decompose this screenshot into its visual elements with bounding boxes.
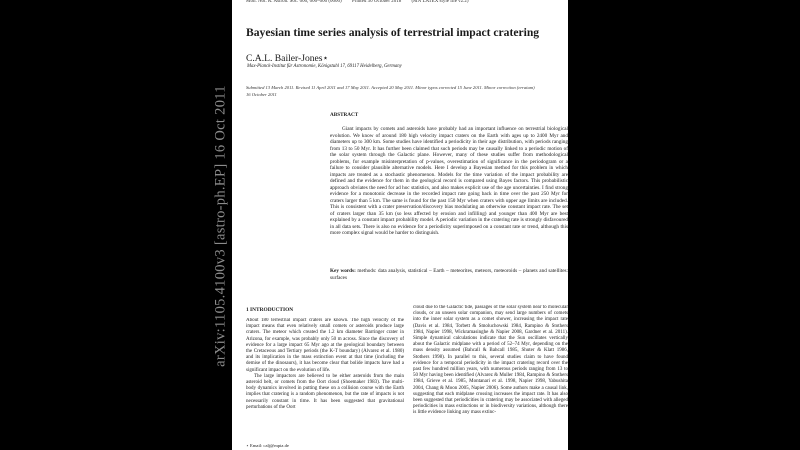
arxiv-stamp: arXiv:1105.4100v3 [astro-ph.EP] 16 Oct 2011 [212,85,229,367]
paper-page [232,0,568,450]
dates-line-2: 16 October 2011 [246,92,277,97]
body-column-right [413,305,568,450]
intro-paragraph-2: The large impactors are believed to be either asteroids from the main asteroid belt, or comets from the Oort cloud (Shoemaker 1983). The multi-body dynamics involved in putting these on a collision course with the Earth implies that cratering is a random phenomenon, but the rate of impacts is not necessarily constant in time. It has been suggested that gravitational perturbations of the Oort [246,373,404,410]
author-affiliation: Max-Planck-Institut für Astronomie, Königstuhl 17, 69117 Heidelberg, Germany [247,64,402,69]
style-file: (MN LATEX style file v2.2) [411,0,469,4]
submission-dates [246,84,568,98]
printed-date: Printed 30 October 2018 [351,0,402,4]
author-name: C.A.L. Bailer-Jones⋆ [246,53,329,64]
keywords-label: Key words: [330,268,356,274]
running-header [246,0,568,4]
intro-paragraph-3: cloud due to the Galactic tide, passages of the solar system near to molecular clouds, or an unseen solar companion, may send large numbers of comets into the inner solar system as a comet shower, increasing the impact rate (Davis et al. 1984, Torbett & Smoluchowski 1984, Rampino & Stothers 1984, Napier 1998, Wickramasinghe & Napier 2008, Gardner et al. 2011). Simple dynamical calculations indicate that the Sun oscillates vertically about the Galactic midplane with a period of 52–74 Myr, depending on the mass density assumed (Bahcall & Bahcall 1985, Shuter & Klatt 1986, Stothers 1998). In parallel to this, several studies claim to have found evidence for a temporal periodicity in the impact cratering record over the past few hundred million years, with numerous periods ranging from 13 to 50 Myr having been identified (Alvarez & Muller 1984, Rampino & Stothers 1984, Grieve et al. 1985, Montanari et al. 1998, Napier 1998, Yabushita 2004, Chang & Moon 2005, Napier 2006). Some authors make a causal link, suggesting that each midplane crossing increases the impact rate. It has also been suggested that periodicities in cratering may be associated with alleged periodicities in mass extinctions or in biodiversity variations, although there is little evidence linking any mass extinc- [413,305,568,416]
keywords-text: methods: data analysis, statistical – Earth – meteorites, meteors, meteoroids – planets and satellites: surfaces [330,268,568,281]
keywords [330,268,568,281]
abstract-text: Giant impacts by comets and asteroids have probably had an important influence on terrestrial biological evolution. We know of around 180 high velocity impact craters on the Earth with ages up to 2400 Myr and diameters up to 300 km. Some studies have identified a periodicity in their age distribution, with periods ranging from 13 to 50 Myr. It has further been claimed that such periods may be causally linked to a periodic motion of the solar system through the Galactic plane. However, many of these studies suffer from methodological problems, for example misinterpretation of p-values, overestimation of significance in the periodogram or a failure to consider plausible alternative models. Here I develop a Bayesian method for this problem in which impacts are treated as a stochastic phenomenon. Models for the time variation of the impact probability are defined and the evidence for them in the geological record is compared using Bayes factors. This probabilistic approach obviates the need for ad hoc statistics, and also makes explicit use of the age uncertainties. I find strong evidence for a monotonic decrease in the recorded impact rate going back in time over the past 250 Myr for craters larger than 5 km. The same is found for the past 150 Myr when craters with upper age limits are included. This is consistent with a crater preservation/discovery bias modulating an otherwise constant impact rate. The set of craters larger than 35 km (so less affected by erosion and infilling) and younger than 400 Myr are best explained by a constant impact probability model. A periodic variation in the cratering rate is strongly disfavoured in all data sets. There is also no evidence for a periodicity superimposed on a constant rate or trend, although this more complex signal would be harder to distinguish. [330,126,568,236]
intro-paragraph-1: About 180 terrestrial impact craters are known. The high velocity of the impact means that even relatively small comets or asteroids produce large craters. The meteor which created the 1.2 km diameter Barringer crater in Arizona, for example, was probably only 50 m across. Since the discovery of evidence for a large impact 65 Myr ago at the geological boundary between the Cretaceous and Tertiary periods (the K-T boundary) (Alvarez et al. 1980) and its implication in the mass extinction event at that time (including the demise of the dinosaurs), it has become clear that bolide impacts have had a significant impact on the evolution of life. [246,318,404,373]
body-column-left [246,318,404,438]
email-footnote: ⋆ Email: calj@mpia.de [246,443,289,448]
paper-title: Bayesian time series analysis of terrestrial impact cratering [246,26,540,39]
section-heading-introduction: 1 INTRODUCTION [246,307,294,313]
abstract-heading: ABSTRACT [330,112,359,118]
journal-citation: Mon. Not. R. Astron. Soc. 000, 000–000 (0000) [246,0,342,4]
dates-line-1: Submitted 13 March 2011. Revised 11 April 2011 and 17 May 2011. Accepted 20 May 2011. Minor typos corrected 15 June 2011. Minor correction (erratum) [246,85,535,90]
